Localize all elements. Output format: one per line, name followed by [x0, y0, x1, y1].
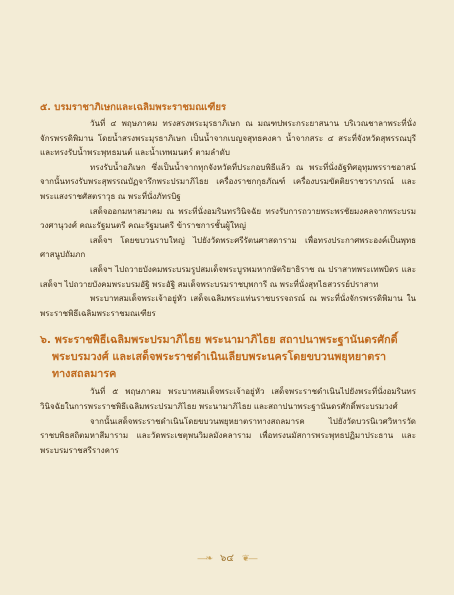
section-5-paragraph-2: ทรงรับน้ำอภิเษก ซึ่งเป็นน้ำจากทุกจังหวัดที่ประกอบพิธีแล้ว ณ พระที่นั่งอัฐทิศอุทุมพรราชอาสน์ จากนั้นทรงรับพระสุพรรณบัฏจารึกพระปรมาภิไธย เครื่องราชกกุธภัณฑ์ เครื่องบรมขัตติยราชวราภรณ์ และพระแสงราชศัสตราวุธ ณ พระที่นั่งภัทรบิฐ — [40, 162, 416, 201]
section-6-heading-line-3: ทางสถลมารค — [52, 367, 117, 381]
left-ornament-icon: ―❧ — [197, 553, 213, 564]
section-5-heading: ๕. บรมราชาภิเษกและเฉลิมพระราชมณเฑียร — [40, 102, 227, 113]
section-5-paragraph-1: วันที่ ๔ พฤษภาคม ทรงสรงพระมุรธาภิเษก ณ มณฑปพระกระยาสนาน บริเวณชาลาพระที่นั่งจักรพรรดิพิมาน โดยน้ำสรงพระมุรธาภิเษก เป็นน้ำจากเบญจสุทธคงคา น้ำจากสระ ๔ สระที่จังหวัดสุพรรณบุรี และทรงรับน้ำพระพุทธมนต์ และน้ำเทพมนตร์ ตามลำดับ — [40, 119, 416, 158]
section-6-paragraph-2: จากนั้นเสด็จพระราชดำเนินโดยขบวนพยุหยาตราทางสถลมารค ไปยังวัดบวรนิเวศวิหารวัดราชบพิธสถิตมหาสีมาราม และวัดพระเชตุพนวิมลมังคลาราม เพื่อทรงนมัสการพระพุทธปฏิมาประธาน และพระบรมราชสรีรางคาร — [40, 416, 416, 455]
page-number: ๖๔ — [220, 553, 234, 564]
right-ornament-icon: ❦― — [241, 553, 257, 564]
section-6-paragraph-1: วันที่ ๕ พฤษภาคม พระบาทสมเด็จพระเจ้าอยู่หัว เสด็จพระราชดำเนินไปยังพระที่นั่งอมรินทรวินิจฉัยในการพระราชพิธีเฉลิมพระปรมาภิไธย พระนามาภิไธย และสถาปนาพระฐานันดรศักดิ์พระบรมวงศ์ — [40, 387, 416, 411]
page-content — [40, 100, 416, 458]
section-6-heading-line-1: ๖. พระราชพิธีเฉลิมพระปรมาภิไธย พระนามาภิไธย สถาปนาพระฐานันดรศักดิ์ — [40, 333, 398, 347]
page-footer — [0, 551, 454, 566]
section-6-heading — [40, 331, 416, 382]
section-6-heading-line-2: พระบรมวงศ์ และเสด็จพระราชดำเนินเลียบพระนครโดยขบวนพยุหยาตรา — [52, 350, 387, 364]
section-5-paragraph-3: เสด็จออกมหาสมาคม ณ พระที่นั่งอมรินทรวินิจฉัย ทรงรับการถวายพระพรชัยมงคลจากพระบรมวงศานุวงศ์ คณะรัฐมนตรี คณะรัฐมนตรี ข้าราชการชั้นผู้ใหญ่ — [40, 206, 416, 231]
section-5-paragraph-6: พระบาทสมเด็จพระเจ้าอยู่หัว เสด็จเฉลิมพระแท่นราชบรรจถรณ์ ณ พระที่นั่งจักรพรรดิพิมาน ในพระราชพิธีเฉลิมพระราชมณเฑียร — [40, 294, 416, 318]
section-5-paragraph-5: เสด็จฯ ไปถวายบังคมพระบรมรูปสมเด็จพระบูรพมหากษัตริยาธิราช ณ ปราสาทพระเทพบิดร และเสด็จฯ ไปถวายบังคมพระบรมอัฐิ พระอัฐิ สมเด็จพระบรมราชบุพการี ณ พระที่นั่งสุทไธสวรรย์ปราสาท — [40, 264, 416, 289]
section-5-paragraph-4: เสด็จฯ โดยขบวนราบใหญ่ ไปยังวัดพระศรีรัตนศาสดาราม เพื่อทรงประกาศพระองค์เป็นพุทธศาสนูปถัมภก — [40, 235, 416, 260]
